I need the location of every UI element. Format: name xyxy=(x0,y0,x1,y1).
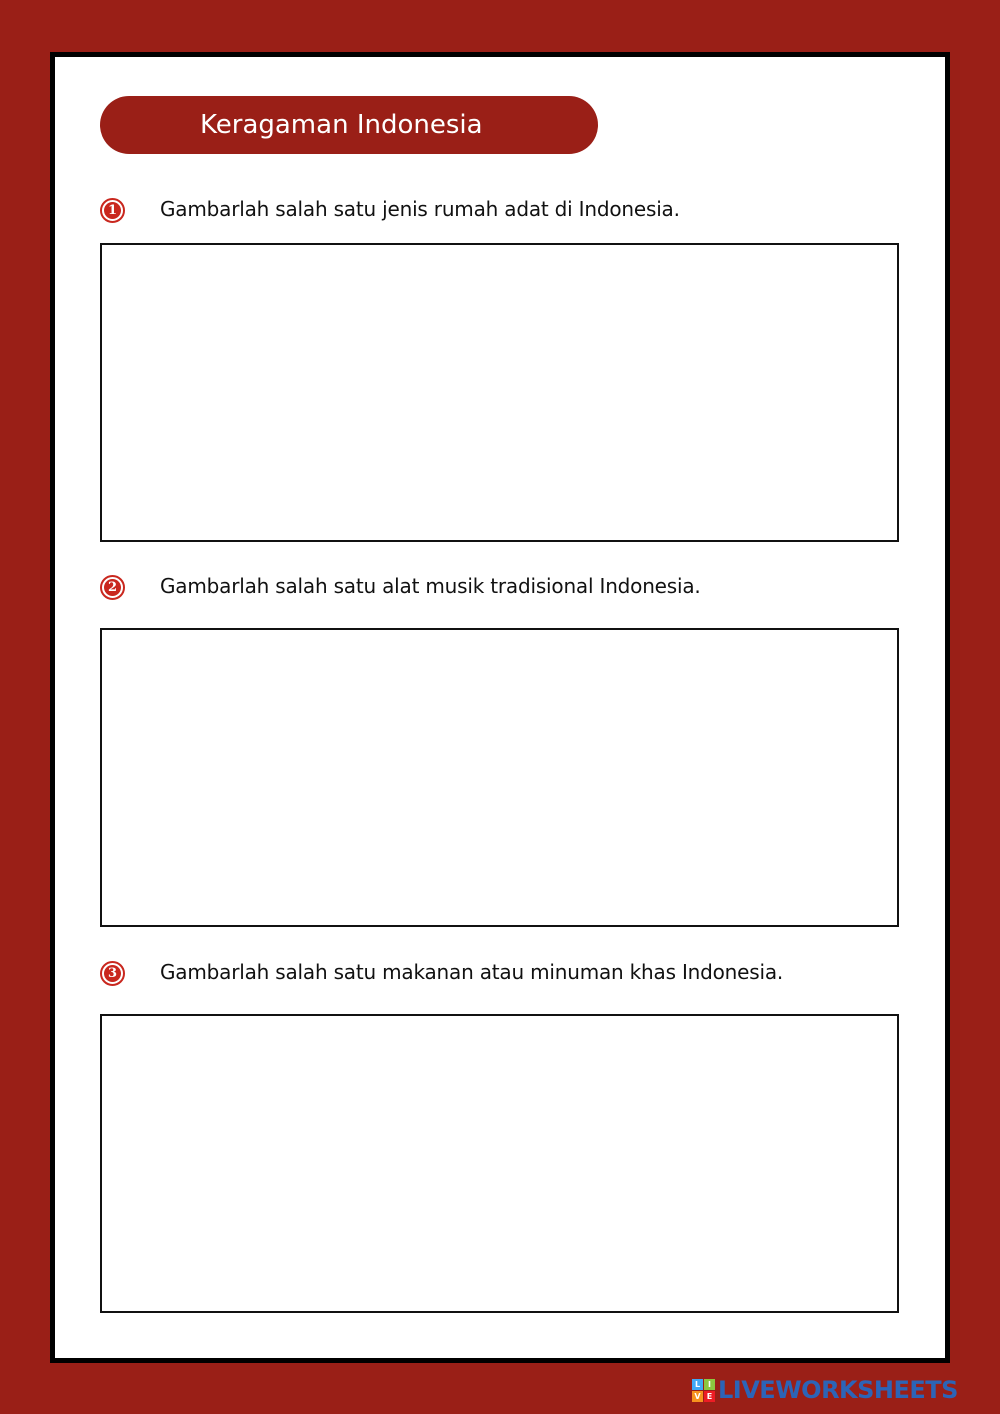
logo-letter: V xyxy=(692,1391,703,1402)
question-number-badge xyxy=(100,198,125,223)
question-text: Gambarlah salah satu jenis rumah adat di Indonesia. xyxy=(160,197,680,221)
question-number: 2 xyxy=(104,579,121,596)
liveworksheets-watermark xyxy=(692,1376,958,1404)
title-banner xyxy=(100,96,598,154)
logo-letter: L xyxy=(692,1379,703,1390)
question-number-badge xyxy=(100,575,125,600)
question-number: 1 xyxy=(104,202,121,219)
liveworksheets-wordmark: LIVEWORKSHEETS xyxy=(718,1376,958,1404)
drawing-area-3[interactable] xyxy=(100,1014,899,1313)
logo-letter: E xyxy=(704,1391,715,1402)
worksheet-title: Keragaman Indonesia xyxy=(200,110,483,140)
question-text: Gambarlah salah satu makanan atau minuman khas Indonesia. xyxy=(160,960,784,984)
drawing-area-2[interactable] xyxy=(100,628,899,927)
question-number: 3 xyxy=(104,965,121,982)
question-text: Gambarlah salah satu alat musik tradisional Indonesia. xyxy=(160,574,701,598)
drawing-area-1[interactable] xyxy=(100,243,899,542)
question-number-badge xyxy=(100,961,125,986)
worksheet-page xyxy=(50,52,950,1363)
liveworksheets-logo-icon xyxy=(692,1379,715,1402)
logo-letter: I xyxy=(704,1379,715,1390)
